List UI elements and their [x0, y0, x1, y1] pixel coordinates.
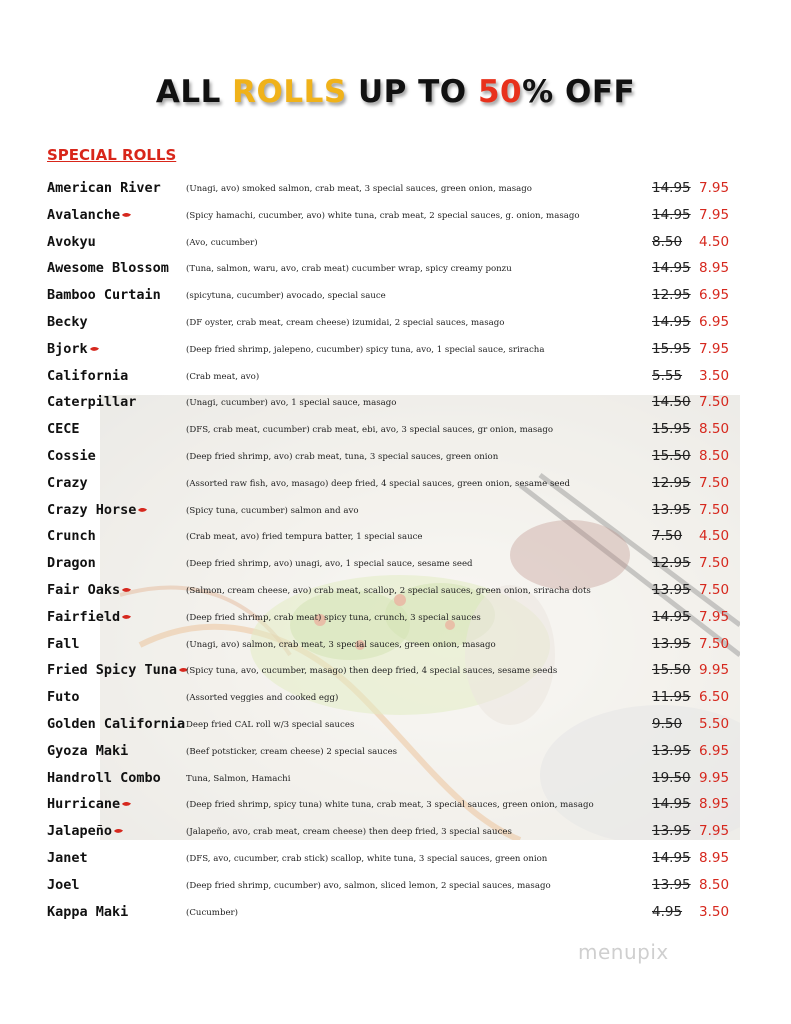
sale-price: 8.95 [699, 849, 730, 866]
menu-item-row [0, 632, 791, 659]
item-name [47, 207, 132, 223]
item-name-text: Fall [47, 635, 80, 652]
menu-item-row [0, 364, 791, 391]
menu-item-row [0, 337, 791, 364]
sale-price: 8.95 [699, 796, 730, 813]
item-name [47, 448, 96, 464]
item-name-text: Becky [47, 313, 88, 330]
item-name [47, 180, 161, 196]
menu-item-row [0, 578, 791, 605]
item-name-text: Handroll Combo [47, 769, 161, 786]
item-name [47, 662, 189, 678]
item-name-text: Janet [47, 849, 88, 866]
item-name [47, 770, 161, 786]
item-description: (Deep fried shrimp, avo) crab meat, tuna, 3 special sauces, green onion [186, 451, 499, 462]
item-name-text: California [47, 367, 129, 384]
sale-price: 7.95 [699, 340, 730, 357]
item-name [47, 555, 96, 571]
item-name [47, 904, 128, 920]
sale-price: 7.95 [699, 180, 730, 196]
sale-price: 8.50 [699, 421, 730, 438]
menu-item-row [0, 658, 791, 685]
item-name-text: Awesome Blossom [47, 260, 169, 277]
sale-price: 7.95 [699, 608, 730, 625]
item-name-text: Caterpillar [47, 394, 137, 411]
item-name-text: Kappa Maki [47, 903, 129, 920]
original-price: 14.50 [652, 394, 691, 411]
original-price: 14.95 [652, 206, 691, 223]
sale-price: 5.50 [699, 715, 730, 732]
item-name-text: Bamboo Curtain [47, 287, 161, 304]
item-description: Tuna, Salmon, Hamachi [186, 773, 291, 784]
chili-pepper-icon [121, 587, 132, 593]
item-name [47, 314, 88, 330]
menu-item-row [0, 283, 791, 310]
headline-up-to: UP TO [346, 74, 478, 110]
item-name-text: Crazy Horse [47, 501, 137, 518]
promo-headline [0, 74, 791, 110]
item-name [47, 475, 88, 491]
original-price: 15.50 [652, 447, 691, 464]
menu-item-row [0, 176, 791, 203]
sale-price: 3.50 [699, 903, 730, 920]
item-name-text: Crunch [47, 528, 96, 545]
item-description: (Jalapeño, avo, crab meat, cream cheese) then deep fried, 3 special sauces [186, 827, 512, 838]
menu-item-row [0, 203, 791, 230]
menu-item-row [0, 444, 791, 471]
menu-item-row [0, 471, 791, 498]
item-name [47, 877, 80, 893]
original-price: 7.50 [652, 528, 683, 545]
item-name-text: Fair Oaks [47, 581, 121, 598]
sale-price: 6.50 [699, 689, 730, 706]
item-name-text: Jalapeño [47, 823, 113, 840]
item-description: (Spicy tuna, avo, cucumber, masago) then deep fried, 4 special sauces, sesame seeds [186, 666, 558, 677]
item-description: (Beef potsticker, cream cheese) 2 special sauces [186, 746, 398, 757]
item-name [47, 823, 124, 839]
item-name-text: Hurricane [47, 796, 121, 813]
item-name [47, 341, 100, 357]
original-price: 19.50 [652, 769, 691, 786]
item-name [47, 689, 80, 705]
chili-pepper-icon [137, 507, 148, 513]
item-name [47, 609, 132, 625]
headline-all: ALL [155, 74, 233, 110]
sale-price: 6.95 [699, 313, 730, 330]
item-name [47, 368, 128, 384]
menu-item-row [0, 712, 791, 739]
sale-price: 7.50 [699, 635, 730, 652]
watermark-logo: menupix [578, 940, 669, 964]
item-name [47, 287, 161, 303]
original-price: 14.95 [652, 608, 691, 625]
chili-pepper-icon [121, 212, 132, 218]
chili-pepper-icon [89, 346, 100, 352]
item-description: (Unagi, avo) smoked salmon, crab meat, 3 special sauces, green onion, masago [186, 184, 532, 194]
menu-item-row [0, 524, 791, 551]
sale-price: 7.95 [699, 206, 730, 223]
sale-price: 7.50 [699, 501, 730, 518]
original-price: 4.95 [652, 903, 683, 920]
chili-pepper-icon [121, 614, 132, 620]
item-description: (Assorted veggies and cooked egg) [186, 693, 339, 704]
item-description: (Deep fried shrimp, cucumber) avo, salmon, sliced lemon, 2 special sauces, masago [186, 880, 551, 891]
item-description: (Spicy hamachi, cucumber, avo) white tuna, crab meat, 2 special sauces, g. onion, masago [186, 210, 580, 221]
original-price: 5.55 [652, 367, 683, 384]
headline-rolls: ROLLS [232, 74, 347, 110]
menu-item-row [0, 498, 791, 525]
sale-price: 4.50 [699, 233, 730, 250]
menu-item-row [0, 256, 791, 283]
sale-price: 3.50 [699, 367, 730, 384]
sale-price: 4.50 [699, 528, 730, 545]
original-price: 15.95 [652, 340, 691, 357]
item-name [47, 394, 136, 410]
menu-item-row [0, 417, 791, 444]
item-name [47, 716, 185, 732]
original-price: 12.95 [652, 287, 691, 304]
original-price: 15.95 [652, 421, 691, 438]
item-name-text: Fairfield [47, 608, 121, 625]
sale-price: 6.95 [699, 287, 730, 304]
original-price: 13.95 [652, 876, 691, 893]
menu-item-row [0, 846, 791, 873]
original-price: 12.95 [652, 474, 691, 491]
chili-pepper-icon [121, 801, 132, 807]
item-description: (DF oyster, crab meat, cream cheese) izumidai, 2 special sauces, masago [186, 317, 505, 328]
item-name [47, 502, 148, 518]
sale-price: 7.50 [699, 474, 730, 491]
original-price: 13.95 [652, 635, 691, 652]
menu-list [0, 176, 791, 926]
item-name [47, 850, 88, 866]
item-name [47, 528, 96, 544]
item-description: (Unagi, cucumber) avo, 1 special sauce, masago [186, 398, 397, 409]
item-description: (DFS, crab meat, cucumber) crab meat, ebi, avo, 3 special sauces, gr onion, masago [186, 425, 554, 436]
item-name-text: Fried Spicy Tuna [47, 662, 178, 679]
item-name-text: Avalanche [47, 206, 121, 223]
original-price: 8.50 [652, 233, 683, 250]
item-description: (spicytuna, cucumber) avocado, special sauce [186, 291, 386, 302]
item-description: (Cucumber) [186, 907, 239, 918]
sale-price: 9.95 [699, 769, 730, 786]
item-name [47, 260, 169, 276]
item-name-text: Joel [47, 876, 80, 893]
menu-item-row [0, 739, 791, 766]
item-name [47, 421, 80, 437]
item-name-text: CECE [47, 421, 80, 438]
original-price: 14.95 [652, 796, 691, 813]
item-name [47, 796, 132, 812]
item-name [47, 636, 80, 652]
sale-price: 8.50 [699, 876, 730, 893]
headline-percent-off: % OFF [522, 74, 636, 110]
item-name-text: Gyoza Maki [47, 742, 129, 759]
item-description: (Tuna, salmon, waru, avo, crab meat) cucumber wrap, spicy creamy ponzu [186, 264, 512, 275]
item-description: Deep fried CAL roll w/3 special sauces [186, 719, 355, 730]
sale-price: 6.95 [699, 742, 730, 759]
menu-item-row [0, 605, 791, 632]
menu-item-row [0, 685, 791, 712]
original-price: 9.50 [652, 715, 683, 732]
item-description: (Spicy tuna, cucumber) salmon and avo [186, 505, 359, 516]
sale-price: 8.95 [699, 260, 730, 277]
item-name-text: Avokyu [47, 233, 96, 250]
original-price: 14.95 [652, 260, 691, 277]
menu-item-row [0, 792, 791, 819]
original-price: 13.95 [652, 823, 691, 840]
menu-item-row [0, 551, 791, 578]
menu-item-row [0, 900, 791, 927]
item-name [47, 234, 96, 250]
sale-price: 9.95 [699, 662, 730, 679]
original-price: 13.95 [652, 501, 691, 518]
menu-item-row [0, 873, 791, 900]
item-name [47, 743, 128, 759]
item-description: (Salmon, cream cheese, avo) crab meat, scallop, 2 special sauces, green onion, sriracha dots [186, 585, 591, 596]
item-name-text: Futo [47, 689, 80, 706]
item-name-text: American River [47, 180, 161, 196]
original-price: 11.95 [652, 689, 691, 706]
menu-item-row [0, 310, 791, 337]
item-name [47, 582, 132, 598]
item-name-text: Golden California [47, 715, 186, 732]
chili-pepper-icon [113, 828, 124, 834]
item-description: (Unagi, avo) salmon, crab meat, 3 special sauces, green onion, masago [186, 639, 496, 650]
section-title: SPECIAL ROLLS [47, 146, 177, 164]
item-name-text: Bjork [47, 340, 88, 357]
sale-price: 7.95 [699, 823, 730, 840]
headline-percent-number: 50 [477, 74, 523, 110]
original-price: 14.95 [652, 849, 691, 866]
item-name-text: Cossie [47, 447, 96, 464]
original-price: 14.95 [652, 180, 691, 196]
original-price: 13.95 [652, 581, 691, 598]
item-description: (Deep fried shrimp, crab meat) spicy tuna, crunch, 3 special sauces [186, 612, 481, 623]
original-price: 13.95 [652, 742, 691, 759]
sale-price: 7.50 [699, 581, 730, 598]
item-name-text: Dragon [47, 555, 96, 572]
item-description: (Deep fried shrimp, avo) unagi, avo, 1 special sauce, sesame seed [186, 559, 473, 570]
item-description: (Crab meat, avo) [186, 371, 260, 382]
item-description: (Assorted raw fish, avo, masago) deep fried, 4 special sauces, green onion, sesame seed [186, 478, 571, 489]
item-name-text: Crazy [47, 474, 88, 491]
item-description: (Avo, cucumber) [186, 237, 258, 248]
item-description: (Deep fried shrimp, spicy tuna) white tuna, crab meat, 3 special sauces, green onion, masago [186, 800, 594, 811]
original-price: 14.95 [652, 313, 691, 330]
menu-item-row [0, 390, 791, 417]
item-description: (Deep fried shrimp, jalepeno, cucumber) spicy tuna, avo, 1 special sauce, sriracha [186, 344, 545, 355]
original-price: 15.50 [652, 662, 691, 679]
sale-price: 7.50 [699, 555, 730, 572]
sale-price: 8.50 [699, 447, 730, 464]
item-description: (Crab meat, avo) fried tempura batter, 1 special sauce [186, 532, 423, 543]
menu-item-row [0, 766, 791, 793]
menu-item-row [0, 819, 791, 846]
sale-price: 7.50 [699, 394, 730, 411]
menu-item-row [0, 230, 791, 257]
item-description: (DFS, avo, cucumber, crab stick) scallop, white tuna, 3 special sauces, green onion [186, 853, 548, 864]
original-price: 12.95 [652, 555, 691, 572]
